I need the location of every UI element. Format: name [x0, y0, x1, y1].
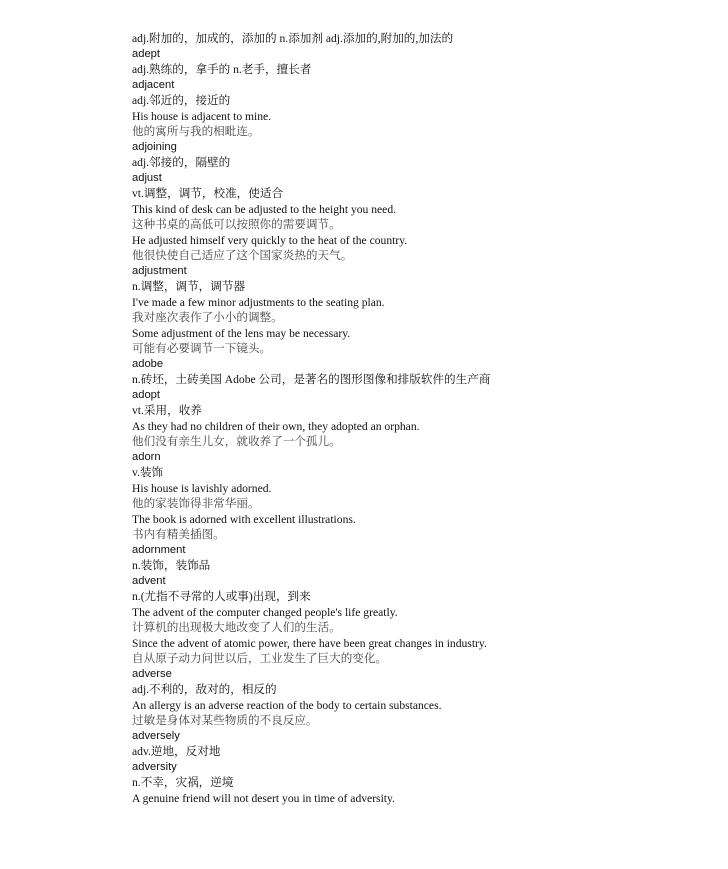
headword: adorn — [132, 450, 161, 463]
example-sentence: An allergy is an adverse reaction of the body to certain substances. — [132, 698, 442, 712]
example-translation: 我对座次表作了小小的调整。 — [132, 311, 283, 324]
example-translation: 他的寓所与我的相毗连。 — [132, 125, 260, 138]
example-translation: 自从原子动力问世以后，工业发生了巨大的变化。 — [132, 652, 388, 665]
example-translation: 这种书桌的高低可以按照你的需要调节。 — [132, 218, 341, 231]
definition-line: vt.调整，调节，校准，使适合 — [132, 187, 284, 200]
definition-line: adj.邻接的，隔壁的 — [132, 156, 231, 169]
example-sentence: The book is adorned with excellent illustrations. — [132, 512, 356, 526]
headword: adverse — [132, 667, 172, 680]
definition-line: adj.邻近的，接近的 — [132, 94, 231, 107]
example-translation: 他很快使自己适应了这个国家炎热的天气。 — [132, 249, 353, 262]
definition-line: adj.附加的，加成的，添加的 n.添加剂 adj.添加的,附加的,加法的 — [132, 32, 454, 45]
definition-line: n.(尤指不寻常的人或事)出现，到来 — [132, 590, 311, 603]
definition-line: v.装饰 — [132, 466, 164, 479]
example-translation: 过敏是身体对某些物质的不良反应。 — [132, 714, 318, 727]
headword: advent — [132, 574, 166, 587]
headword: adjacent — [132, 78, 175, 91]
headword: adversely — [132, 729, 180, 742]
dictionary-page — [132, 31, 692, 806]
definition-line: n.不幸，灾祸，逆境 — [132, 776, 234, 789]
example-translation: 书内有精美插图。 — [132, 528, 225, 541]
example-sentence: His house is adjacent to mine. — [132, 109, 272, 123]
example-translation: 计算机的出现极大地改变了人们的生活。 — [132, 621, 341, 634]
example-sentence: He adjusted himself very quickly to the heat of the country. — [132, 233, 408, 247]
definition-line: vt.采用，收养 — [132, 404, 202, 417]
headword: adjustment — [132, 264, 187, 277]
example-sentence: As they had no children of their own, they adopted an orphan. — [132, 419, 420, 433]
definition-line: n.砖坯，土砖美国 Adobe 公司，是著名的图形图像和排版软件的生产商 — [132, 373, 491, 386]
headword: adjoining — [132, 140, 177, 153]
example-sentence: Since the advent of atomic power, there have been great changes in industry. — [132, 636, 487, 650]
definition-line: adj.不利的，敌对的，相反的 — [132, 683, 277, 696]
example-translation: 他们没有亲生儿女，就收养了一个孤儿。 — [132, 435, 341, 448]
example-sentence: The advent of the computer changed people's life greatly. — [132, 605, 398, 619]
definition-line: n.装饰，装饰品 — [132, 559, 211, 572]
headword: adornment — [132, 543, 186, 556]
example-sentence: I've made a few minor adjustments to the seating plan. — [132, 295, 385, 309]
headword: adept — [132, 47, 160, 60]
example-sentence: This kind of desk can be adjusted to the height you need. — [132, 202, 397, 216]
example-sentence: Some adjustment of the lens may be necessary. — [132, 326, 351, 340]
headword: adjust — [132, 171, 162, 184]
headword: adobe — [132, 357, 164, 370]
example-translation: 他的家装饰得非常华丽。 — [132, 497, 260, 510]
headword: adversity — [132, 760, 177, 773]
example-translation: 可能有必要调节一下镜头。 — [132, 342, 272, 355]
example-sentence: His house is lavishly adorned. — [132, 481, 272, 495]
definition-line: adj.熟练的，拿手的 n.老手，擅长者 — [132, 63, 312, 76]
definition-line: n.调整，调节，调节器 — [132, 280, 246, 293]
headword: adopt — [132, 388, 160, 401]
definition-line: adv.逆地，反对地 — [132, 745, 221, 758]
example-sentence: A genuine friend will not desert you in time of adversity. — [132, 791, 395, 805]
